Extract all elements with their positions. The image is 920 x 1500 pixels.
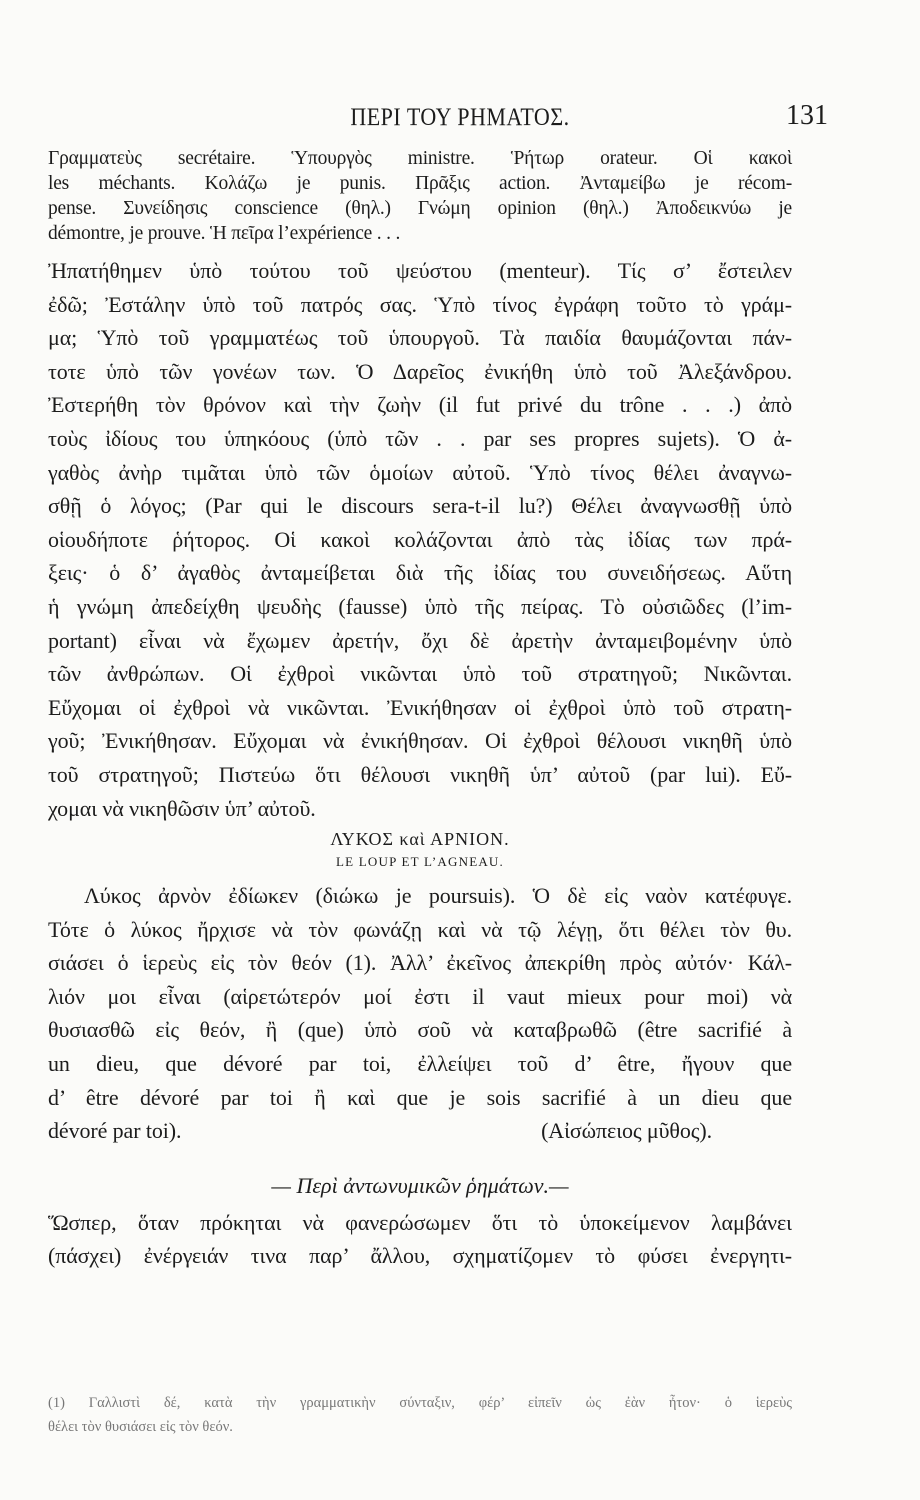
fable-line: σιάσει ὁ ἱερεὺς εἰς τὸν θεόν (1). Ἀλλ’ ἐκεῖνος ἀπεκρίθη πρὸς αὐτόν· Κάλ- [48, 950, 792, 976]
exercise-line: ἐδῶ; Ἐστάλην ὑπὸ τοῦ πατρός σας. Ὑπὸ τίνος ἐγράφη τοῦτο τὸ γράμ- [48, 291, 792, 317]
fable-line: d’ être dévoré par toi ἢ καὶ que je sois sacrifié à un dieu que [48, 1084, 792, 1110]
vocabulary-line: démontre, je prouve. Ἡ πεῖρα l’expérience . . . [48, 223, 401, 244]
fable-line: un dieu, que dévoré par toi, ἐλλείψει τοῦ d’ être, ἤγουν que [48, 1051, 792, 1077]
exercise-line: τοῦ στρατηγοῦ; Πιστεύω ὅτι θέλουσι νικηθῆ ὑπ’ αὐτοῦ (par lui). Εὔ- [48, 761, 792, 787]
fable-last-line [48, 1114, 792, 1148]
fable-title-greek: ΛΥΚΟΣ καὶ ΑΡΝΙΟΝ. [330, 829, 510, 850]
page-body [48, 146, 792, 1273]
fable-line: Τότε ὁ λύκος ἤρχισε νὰ τὸν φωνάζῃ καὶ νὰ τῷ λέγῃ, ὅτι θέλει τὸν θυ. [48, 916, 792, 942]
exercise-line: ἡ γνώμη ἀπεδείχθη ψευδὴς (fausse) ὑπὸ τῆς πείρας. Τὸ οὐσιῶδες (l’im- [48, 593, 792, 619]
footnote-line: θέλει τὸν θυσιάσει εἰς τὸν θεόν. [48, 1419, 233, 1435]
vocabulary-line: Γραμματεὺς secrétaire. Ὑπουργὸς ministre. Ῥήτωρ orateur. Οἱ κακοὶ [48, 148, 792, 169]
section-paragraph [48, 1206, 792, 1273]
section-title: — Περὶ ἀντωνυμικῶν ῥημάτων.— [271, 1172, 569, 1198]
footnote-line: (1) Γαλλιστὶ δέ, κατὰ τὴν γραμματικὴν σύνταξιν, φέρ’ εἰπεῖν ὡς ἐὰν ἦτον· ὁ ἱερεὺς [48, 1395, 792, 1411]
section-line: (πάσχει) ἐνέργειάν τινα παρ’ ἄλλου, σχηματίζομεν τὸ φύσει ἐνεργητι- [48, 1243, 792, 1269]
exercise-line: Εὔχομαι οἱ ἐχθροὶ νὰ νικῶνται. Ἐνικήθησαν οἱ ἐχθροὶ ὑπὸ τοῦ στρατη- [48, 694, 792, 720]
fable-title-french: LE LOUP ET L’AGNEAU. [336, 854, 504, 870]
vocabulary-line: les méchants. Κολάζω je punis. Πρᾶξις action. Ἀνταμείβω je récom- [48, 173, 792, 194]
vocabulary-list [48, 146, 792, 246]
exercise-line: τοὺς ἰδίους του ὑπηκόους (ὑπὸ τῶν . . par ses propres sujets). Ὁ ἀ- [48, 425, 792, 451]
exercise-line: γαθὸς ἀνὴρ τιμᾶται ὑπὸ τῶν ὁμοίων αὐτοῦ. Ὑπὸ τίνος θέλει ἀναγνω- [48, 459, 792, 485]
fable-line: θυσιασθῶ εἰς θεόν, ἢ (que) ὑπὸ σοῦ νὰ καταβρωθῶ (être sacrifié à [48, 1017, 792, 1043]
fable-section [48, 827, 792, 1148]
exercise-line: σθῇ ὁ λόγος; (Par qui le discours sera-t-il lu?) Θέλει ἀναγνωσθῇ ὑπὸ [48, 493, 792, 519]
exercise-line: μα; Ὑπὸ τοῦ γραμματέως τοῦ ὑπουργοῦ. Τὰ παιδία θαυμάζονται πάν- [48, 325, 792, 351]
fable-source: (Αἰσώπειος μῦθος). [541, 1118, 712, 1144]
fable-line: dévoré par toi). [48, 1118, 182, 1144]
exercise-line: τῶν ἀνθρώπων. Οἱ ἐχθροὶ νικῶνται ὑπὸ τοῦ στρατηγοῦ; Νικῶνται. [48, 661, 792, 687]
exercise-paragraph [48, 254, 792, 825]
exercise-line: χομαι νὰ νικηθῶσιν ὑπ’ αὐτοῦ. [48, 795, 316, 821]
running-header [0, 98, 920, 134]
vocabulary-line: pense. Συνείδησις conscience (θηλ.) Γνώμη opinion (θηλ.) Ἀποδεικνύω je [48, 198, 792, 219]
exercise-line: γοῦ; Ἐνικήθησαν. Εὔχομαι νὰ ἐνικήθησαν. Οἱ ἐχθροὶ θέλουσι νικηθῆ ὑπὸ [48, 728, 792, 754]
exercise-line: οἱουδήποτε ῥήτορος. Οἱ κακοὶ κολάζονται ἀπὸ τὰς ἰδίας των πρά- [48, 526, 792, 552]
exercise-line: portant) εἶναι νὰ ἔχωμεν ἀρετήν, ὄχι δὲ ἀρετὴν ἀνταμειβομένην ὑπὸ [48, 627, 792, 653]
fable-line: Λύκος ἀρνὸν ἐδίωκεν (διώκω je poursuis). Ὁ δὲ εἰς ναὸν κατέφυγε. [84, 883, 792, 909]
footnote [48, 1391, 792, 1439]
exercise-line: τοτε ὑπὸ τῶν γονέων των. Ὁ Δαρεῖος ἐνικήθη ὑπὸ τοῦ Ἀλεξάνδρου. [48, 358, 792, 384]
exercise-line: Ἐστερήθη τὸν θρόνον καὶ τὴν ζωὴν (il fut privé du trône . . .) ἀπὸ [48, 392, 792, 418]
section-line: Ὥσπερ, ὅταν πρόκηται νὰ φανερώσωμεν ὅτι τὸ ὑποκείμενον λαμβάνει [48, 1209, 792, 1235]
running-title: ΠΕΡΙ ΤΟΥ ΡΗΜΑΤΟΣ. [350, 102, 570, 131]
exercise-line: Ἠπατήθημεν ὑπὸ τούτου τοῦ ψεύστου (menteur). Τίς σ’ ἔστειλεν [48, 258, 792, 283]
page-number: 131 [786, 100, 828, 131]
fable-line: λιόν μοι εἶναι (αἱρετώτερόν μοί ἐστι il vaut mieux pour moi) νὰ [48, 983, 792, 1009]
exercise-line: ξεις· ὁ δ’ ἀγαθὸς ἀνταμείβεται διὰ τῆς ἰδίας του συνειδήσεως. Αὕτη [48, 560, 792, 586]
